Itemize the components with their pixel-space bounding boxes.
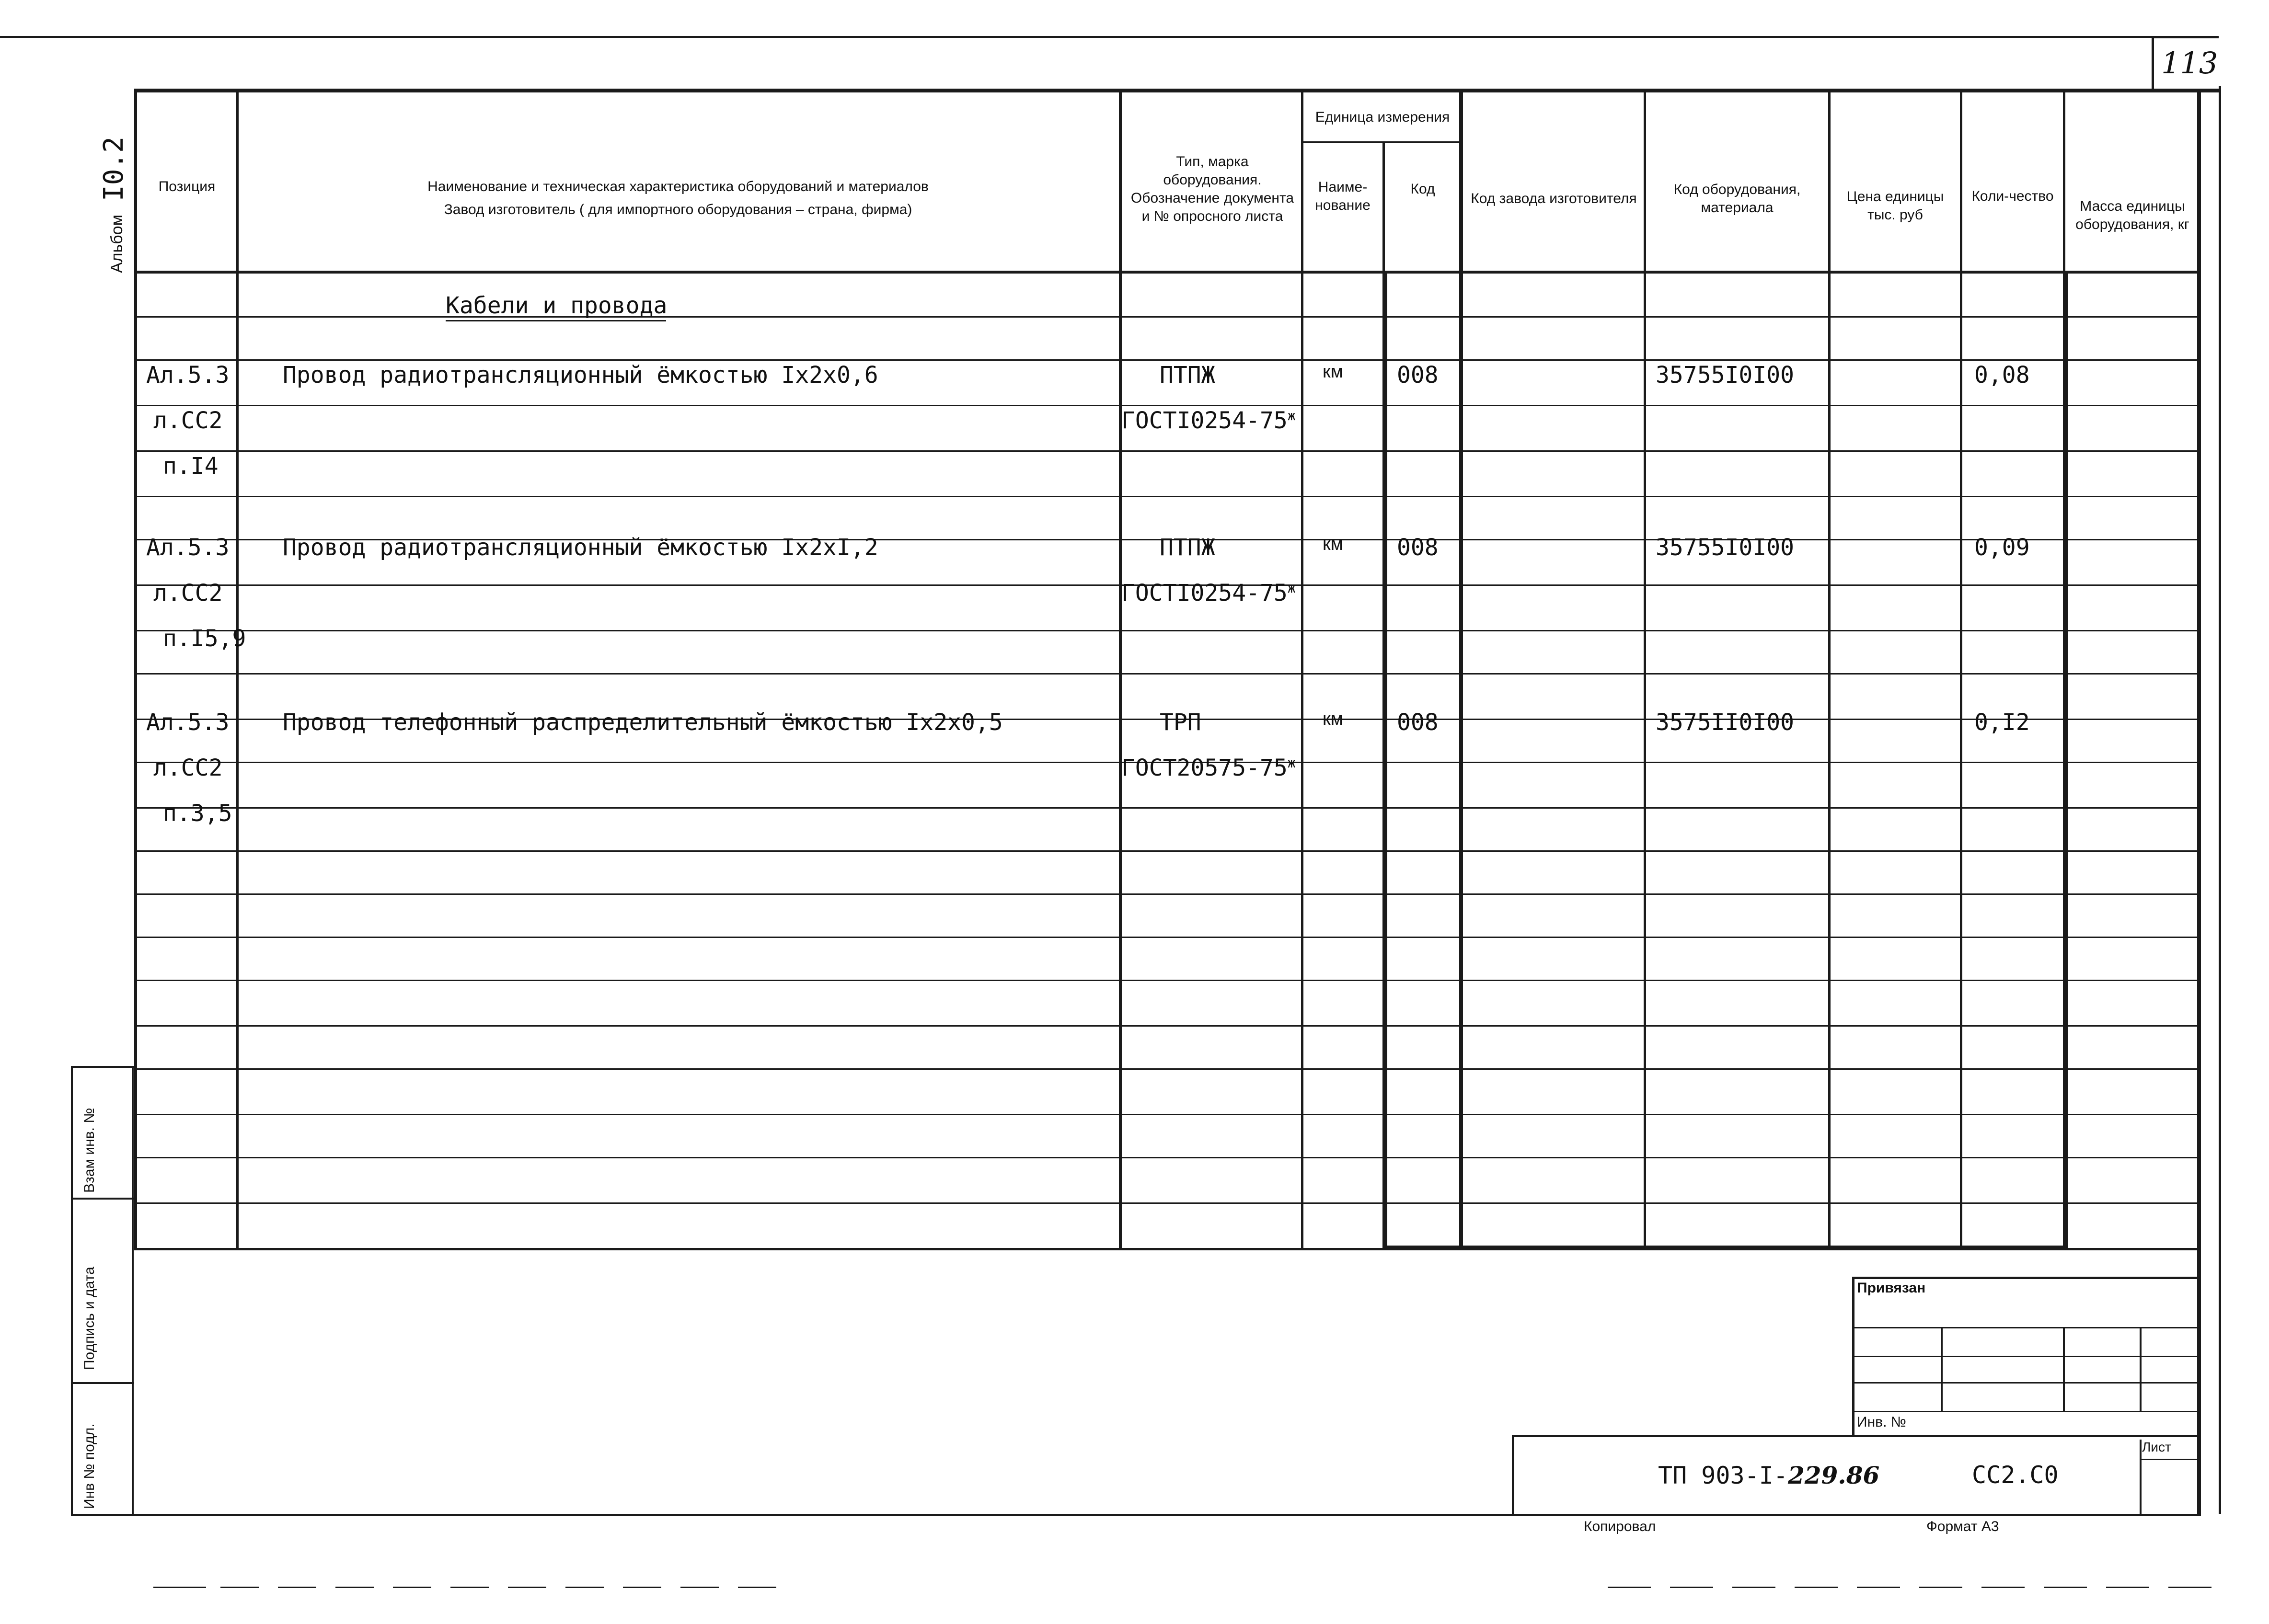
row-rule [137,1202,2200,1204]
row-position: л.СС2 [153,755,223,781]
doc-hand: 229.86 [1787,1461,1880,1489]
top-rule [0,36,2154,38]
row-unit: км [1323,362,1343,382]
stamp-sheet: Лист [2142,1440,2171,1454]
row-position: п.I4 [163,453,219,480]
header-equipment-code: Код оборудования, материала [1673,182,1801,216]
page-number: 113 [2161,46,2218,80]
header-name-line1: Наименование и техническая характеристика оборудований и материалов [427,179,929,194]
frame-right [2197,89,2201,1516]
col-line-5 [1459,89,1463,1248]
header-plant-code: Код завода изготовителя [1471,191,1637,206]
stamp-col-3 [2140,1327,2142,1411]
row-position: Ал.5.3 [146,709,230,736]
album-number: I0.2 [98,137,129,201]
row-rule [137,405,2200,406]
frame-bottom [71,1514,2199,1516]
row-rule [137,630,2200,631]
frame-left [134,89,137,1248]
col-line-4-thick [1382,271,1387,1250]
col-line-7 [1828,89,1831,1248]
row-position: Ал.5.3 [146,534,230,561]
row-type-mark: ж [1287,408,1296,423]
header-bottom-rule [134,271,2200,274]
stamp-copied: Копировал [1584,1519,1656,1534]
stamp-inv-no: Инв. № [1857,1414,1906,1430]
section-title-underline [446,320,666,321]
row-rule [137,980,2200,981]
col-line-8 [1960,89,1962,1248]
margin-inv-orig: Инв № подл. [81,1423,97,1509]
row-rule [137,359,2200,361]
margin-box-sep2 [71,1382,134,1384]
header-unit-group: Единица измерения [1315,109,1450,125]
stamp-line-2 [1852,1356,2197,1357]
row-position: п.I5,9 [163,625,246,652]
row-quantity: 0,I2 [1974,709,2030,736]
stamp-col-1 [1941,1327,1943,1411]
row-position: п.3,5 [163,800,232,827]
row-rule [137,450,2200,452]
header-type-brand: Тип, марка оборудования. Обозначение документа и № опросного листа [1130,154,1294,224]
row-equipment-code: 3575II0I00 [1656,709,1794,736]
stamp-col-2 [2063,1327,2065,1411]
header-unit-name: Наиме-нование [1315,179,1371,213]
row-name: Провод телефонный распределительный ёмкостью Iх2х0,5 [283,709,1003,736]
row-type: ПТПЖ [1160,534,1215,561]
row-rule [137,893,2200,895]
page-number-box-top [2152,36,2219,38]
stamp-top [1852,1277,2197,1279]
row-rule [137,496,2200,497]
row-type: $ГОСТ20575-75^ж$ [1121,755,1296,781]
page-number-box-left [2152,36,2154,89]
header-name-line2: Завод изготовитель ( для импортного оборудования – страна, фирма) [444,202,912,217]
row-rule [137,937,2200,938]
doc-number [1658,1461,1879,1489]
header-quantity: Коли-чество [1971,188,2054,204]
row-rule [137,1114,2200,1115]
col-line-3 [1301,89,1303,1248]
col-line-1 [236,89,239,1248]
album-label: Альбом [108,215,126,273]
header-unit-code: Код [1410,181,1435,197]
body-bottom-rule [134,1248,2200,1250]
stamp-format: Формат А3 [1926,1519,1999,1534]
row-type-mark: ж [1287,580,1296,596]
row-position: л.СС2 [153,407,223,434]
row-rule [137,850,2200,852]
col-line-6 [1644,89,1646,1248]
row-equipment-code: 35755I0I00 [1656,534,1794,561]
margin-box-top [71,1066,134,1068]
trim-mark-left [153,1587,206,1588]
margin-box-left [71,1066,73,1516]
margin-box-right [132,1066,134,1516]
stamp-line-3 [1852,1382,2197,1384]
doc-prefix: ТП 903-I- [1658,1462,1788,1489]
trim-mark-bottom-right [1608,1587,2219,1588]
col-line-9 [2063,89,2065,271]
doc-box-left [1512,1435,1514,1516]
row-type: ТРП [1160,709,1201,736]
doc-code: СС2.С0 [1972,1461,2059,1489]
margin-inv-replace: Взам инв. № [81,1108,97,1193]
row-rule [137,1025,2200,1027]
col-line-2 [1119,89,1122,1248]
sheet-box-left [2140,1440,2142,1514]
row-quantity: 0,09 [1974,534,2030,561]
margin-box-sep1 [71,1198,134,1200]
row-rule [137,807,2200,809]
margin-sign-date: Подпись и дата [81,1267,97,1370]
row-type: ПТПЖ [1160,362,1215,389]
row-type: $ГОСТI0254-75^ж$ [1121,580,1296,606]
row-name: Провод радиотрансляционный ёмкостью Iх2хI,2 [283,534,878,561]
row-position: Ал.5.3 [146,362,230,389]
row-rule [137,673,2200,675]
section-title: Кабели и провода [446,292,668,319]
row-position: л.СС2 [153,580,223,606]
row-unit-code: 008 [1397,534,1439,561]
row-unit: км [1323,709,1343,729]
frame-top [134,89,2221,92]
sheet-box-divider [2140,1459,2197,1460]
header-unit-price: Цена единицы тыс. руб [1846,189,1944,223]
row-unit: км [1323,534,1343,554]
row-rule [137,1157,2200,1158]
row-type-mark: ж [1287,755,1296,771]
row-quantity: 0,08 [1974,362,2030,389]
row-type: $ГОСТI0254-75^ж$ [1121,407,1296,434]
trim-mark-bottom [220,1587,795,1588]
row-unit-code: 008 [1397,709,1439,736]
col-line-9-thick [2063,271,2068,1250]
row-equipment-code: 35755I0I00 [1656,362,1794,389]
header-mass: Масса единицы оборудования, кг [2075,198,2189,232]
stamp-line-1 [1852,1327,2197,1328]
header-position: Позиция [158,179,216,194]
col-line-4 [1382,141,1385,273]
stamp-line-4 [1852,1411,2197,1412]
unit-group-divider [1301,141,1462,143]
row-name: Провод радиотрансляционный ёмкостью Iх2х0,6 [283,362,878,389]
stamp-bound: Привязан [1857,1280,1926,1296]
row-unit-code: 008 [1397,362,1439,389]
frame-right-outer [2219,86,2221,1514]
doc-box-top [1512,1435,2197,1437]
row-rule [137,1068,2200,1070]
